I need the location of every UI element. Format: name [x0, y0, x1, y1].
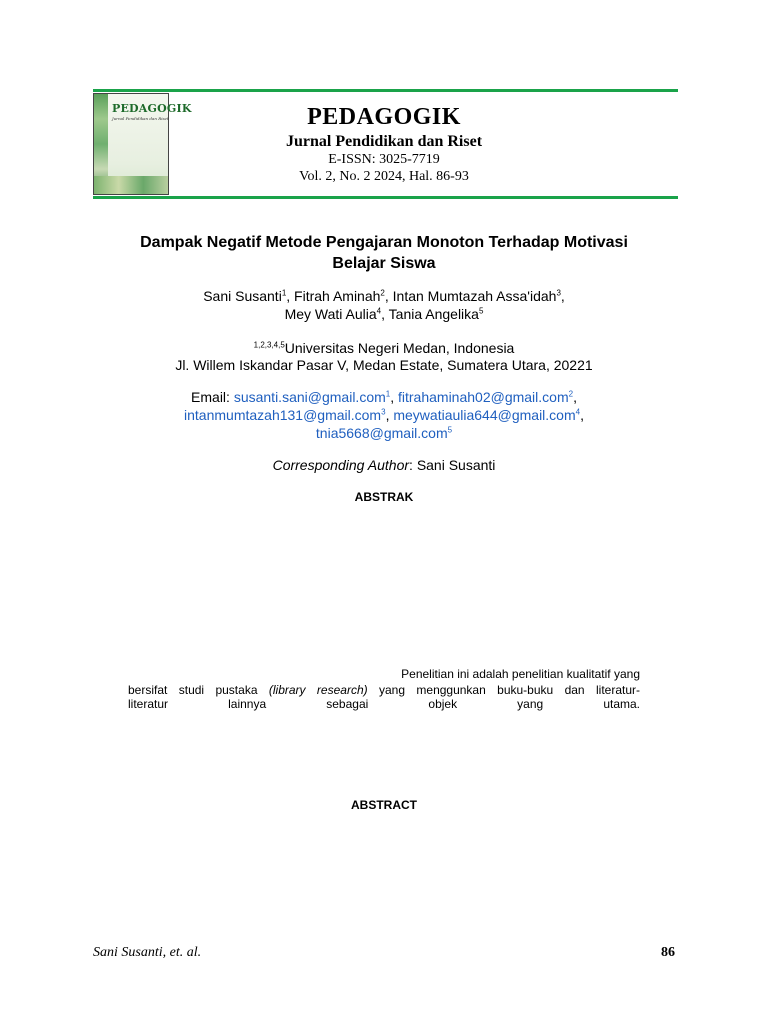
email-link[interactable]: susanti.sani@gmail.com — [233, 389, 386, 405]
affiliation-sup: 1,2,3,4,5 — [253, 340, 285, 350]
corresponding-label: Corresponding Author — [272, 457, 410, 473]
email-link[interactable]: meywatiaulia644@gmail.com — [393, 407, 576, 423]
corresponding-name: Sani Susanti — [416, 457, 496, 473]
header-top-rule — [93, 89, 678, 92]
email-sup: 1 — [385, 389, 391, 399]
author-sup: 5 — [478, 306, 484, 316]
affiliation-name: Universitas Negeri Medan, Indonesia — [284, 340, 515, 356]
author-sup: 3 — [556, 288, 561, 298]
affiliation — [100, 340, 668, 356]
author-name: Mey Wati Aulia — [284, 306, 377, 322]
email-link[interactable]: fitrahaminah02@gmail.com — [398, 389, 569, 405]
abstract-heading: ABSTRACT — [351, 798, 417, 812]
affiliation-address: Jl. Willem Iskandar Pasar V, Medan Estate, Sumatera Utara, 20221 — [175, 357, 593, 373]
email-link[interactable]: intanmumtazah131@gmail.com — [184, 407, 382, 423]
email-sup: 4 — [575, 407, 581, 417]
email-sup: 3 — [381, 407, 386, 417]
cover-bottom-band — [94, 176, 168, 194]
journal-volume: Vol. 2, No. 2 2024, Hal. 86-93 — [299, 169, 469, 184]
author-list-line-2: Mey Wati Aulia$^4$, Tania Angelika$^5$ — [284, 306, 484, 322]
abstrak-line-2-italic: (library research) — [268, 683, 368, 697]
abstrak-line-2-start: bersifat studi pustaka — [128, 683, 269, 697]
author-sup: 1 — [281, 288, 287, 298]
email-line-1: Email: susanti.sani@gmail.com$^1$, fitrahaminah02@gmail.com$^2$, — [191, 389, 577, 405]
article-title-line-2: Belajar Siswa — [332, 255, 436, 272]
footer-author: Sani Susanti, et. al. — [93, 945, 202, 960]
journal-cover-thumbnail — [93, 93, 192, 195]
author-list-line-1: Sani Susanti$^1$, Fitrah Aminah$^2$, Intan Mumtazah Assa'idah$^3$, — [203, 288, 565, 304]
journal-issn: E-ISSN: 3025-7719 — [328, 152, 440, 167]
author-sup: 2 — [380, 288, 385, 298]
email-line-3 — [100, 425, 668, 441]
author-sup: 4 — [376, 306, 382, 316]
author-name: Fitrah Aminah — [294, 288, 381, 304]
corresponding-author: Corresponding Author: Sani Susanti — [272, 457, 496, 473]
cover-subtitle: Jurnal Pendidikan dan Riset — [112, 116, 169, 121]
journal-name: PEDAGOGIK — [307, 104, 461, 130]
email-sup: 2 — [568, 389, 574, 399]
author-name: Tania Angelika — [388, 306, 479, 322]
author-name: Intan Mumtazah Assa'idah — [392, 288, 557, 304]
email-label: Email: — [191, 389, 230, 405]
author-name: Sani Susanti — [203, 288, 282, 304]
cover-title: PEDAGOGIK — [112, 102, 192, 115]
email-line-2: intanmumtazah131@gmail.com$^3$, meywatiaulia644@gmail.com$^4$, — [184, 407, 584, 423]
abstrak-line-2-end: yang menggunkan buku-buku dan literatur- — [367, 683, 640, 697]
abstrak-line-3: literatur lainnya sebagai objek yang utama. — [128, 697, 640, 711]
abstrak-line-1: Penelitian ini adalah penelitian kualitatif yang — [401, 667, 640, 681]
page-number: 86 — [661, 945, 675, 960]
article-title-line-1: Dampak Negatif Metode Pengajaran Monoton Terhadap Motivasi — [140, 234, 628, 251]
email-link[interactable]: tnia5668@gmail.com — [315, 425, 448, 441]
journal-subtitle: Jurnal Pendidikan dan Riset — [285, 133, 483, 150]
abstrak-heading: ABSTRAK — [354, 490, 414, 504]
email-sup: 5 — [447, 425, 453, 435]
header-bottom-rule — [93, 196, 678, 199]
abstrak-line-2 — [128, 683, 640, 697]
